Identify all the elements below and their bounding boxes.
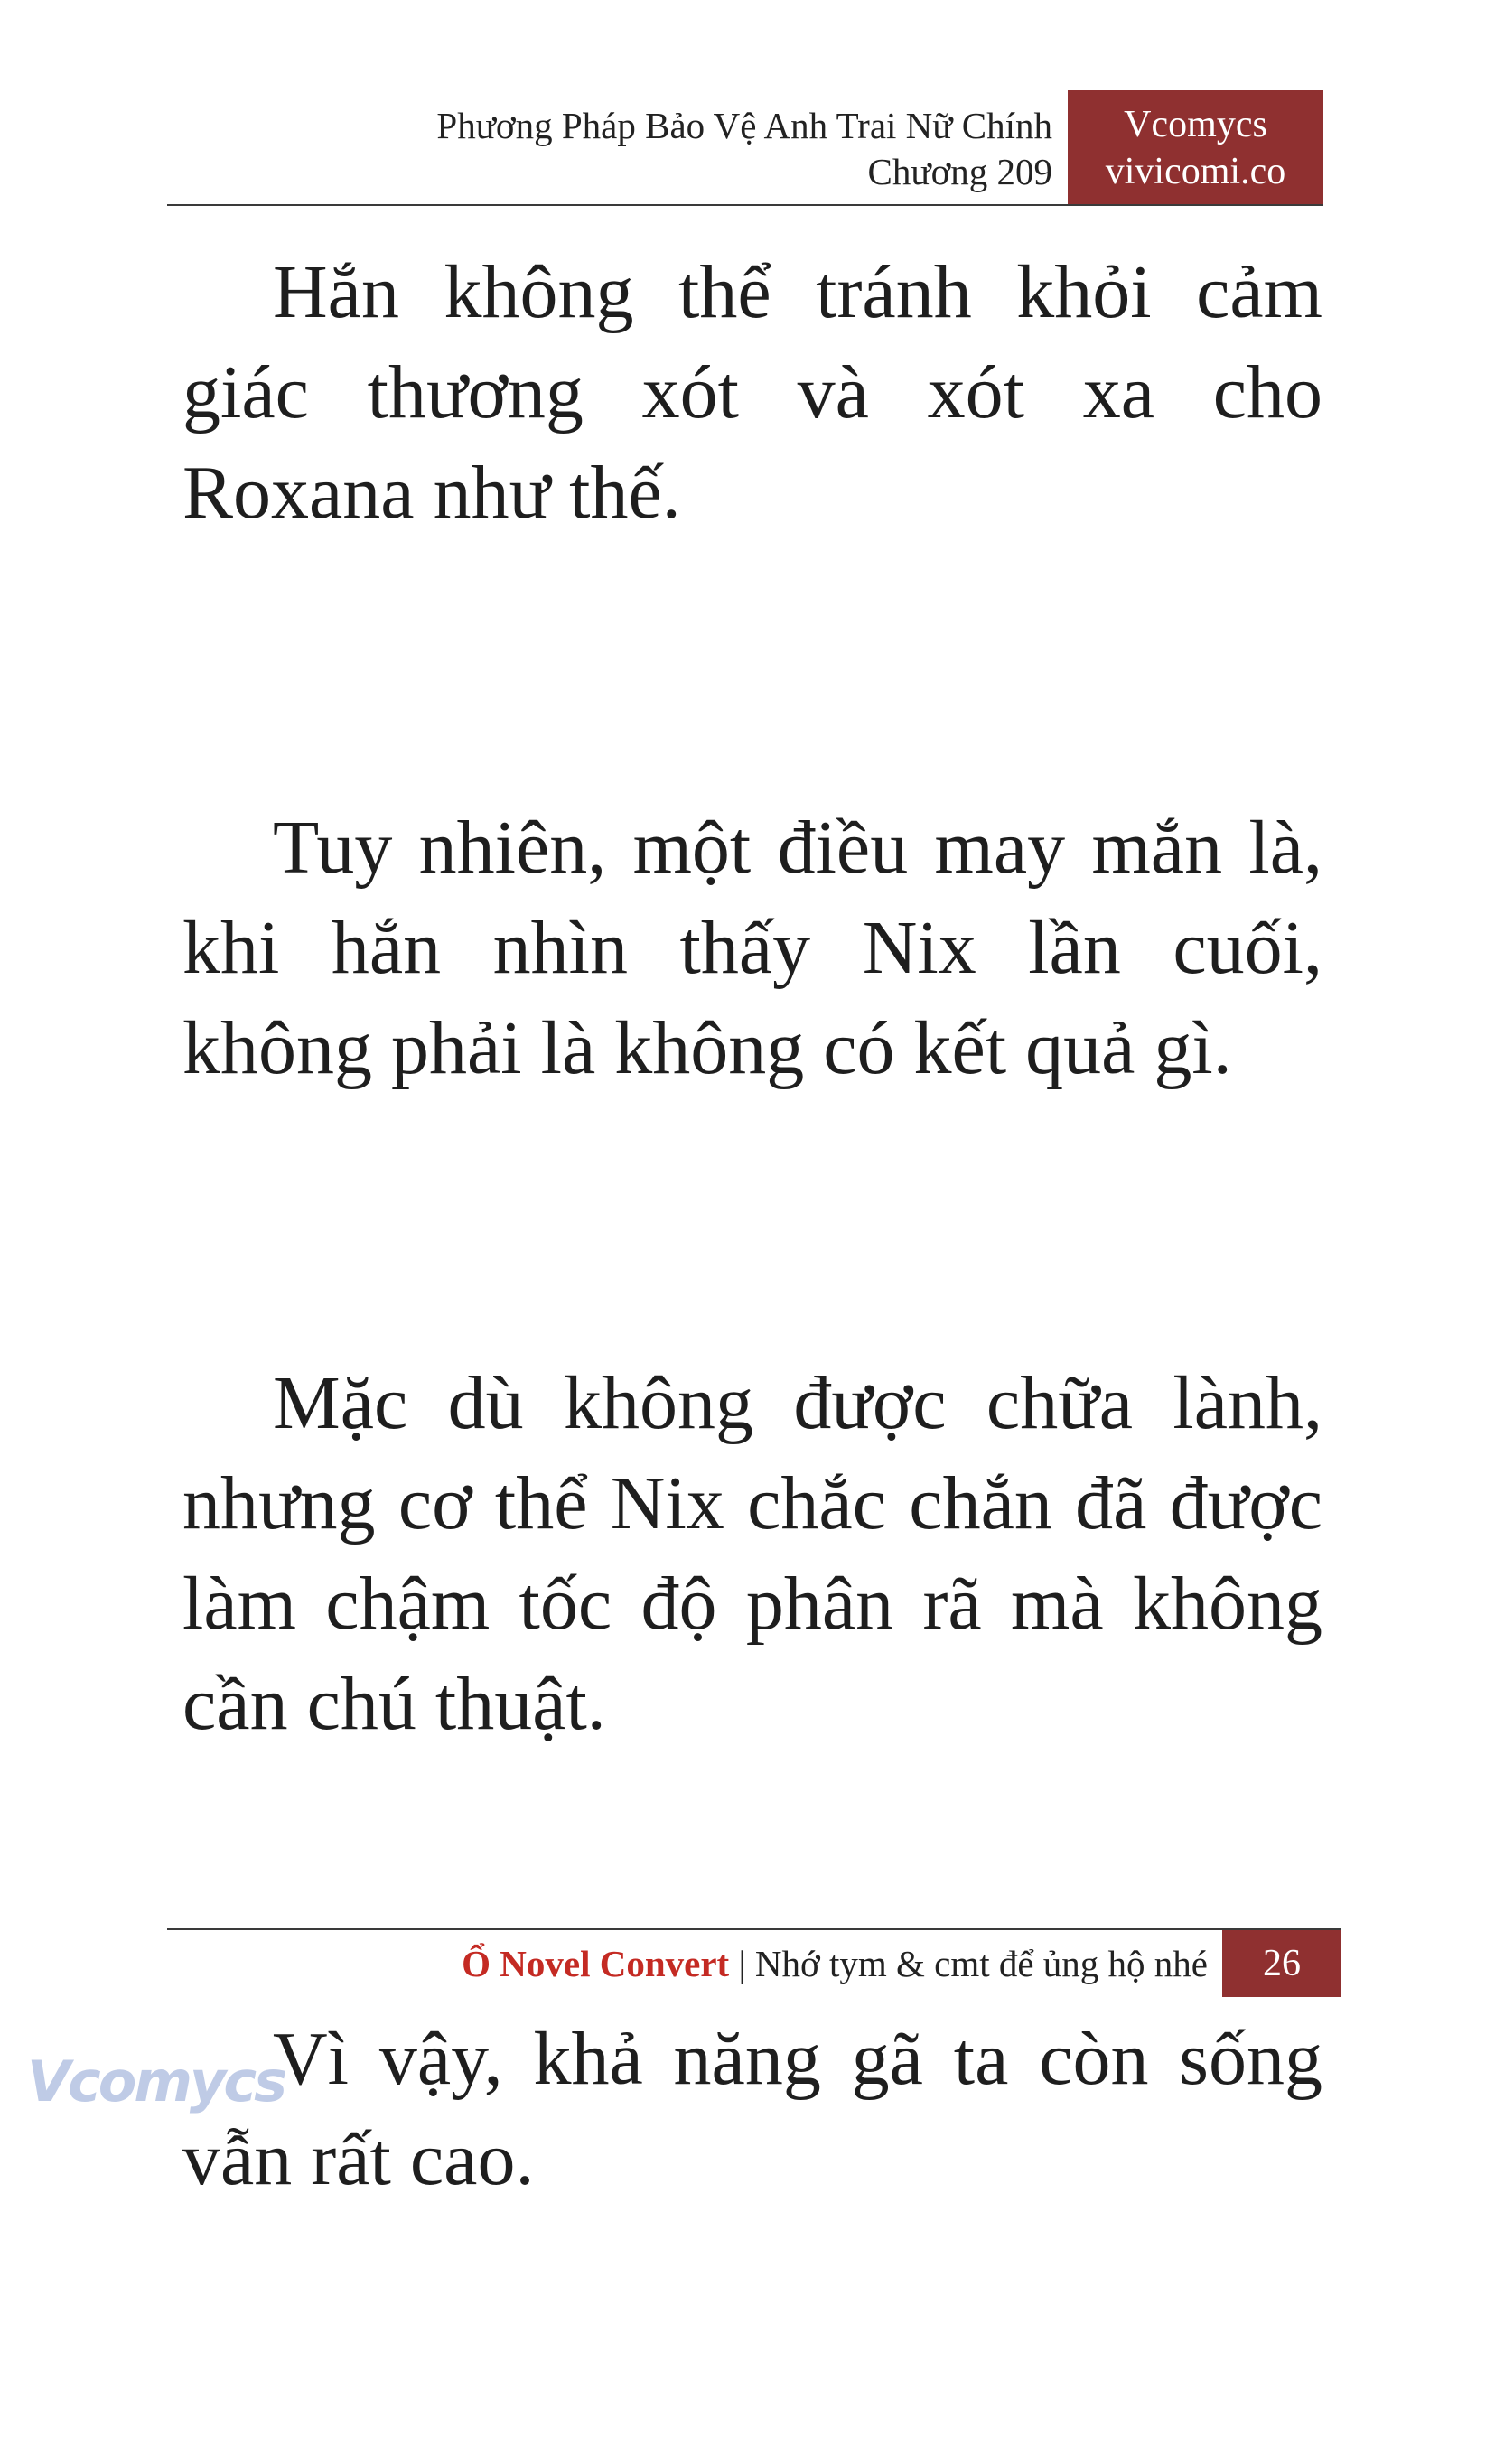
paragraph-1: Hắn không thể tránh khỏi cảm giác thương xót và xót xa cho Roxana như thế. [182, 250, 1322, 535]
watermark-logo: Vcomycs [27, 2049, 285, 2114]
paragraph-4: Vì vậy, khả năng gã ta còn sống vẫn rất cao. [182, 2017, 1322, 2201]
site-badge [1068, 90, 1323, 204]
page-header [167, 90, 1323, 206]
footer-separator: | [729, 1943, 755, 1984]
badge-url: vivicomi.co [1105, 151, 1286, 192]
header-text [436, 103, 1052, 195]
badge-name: Vcomycs [1124, 104, 1267, 145]
chapter-label: Chương 209 [867, 151, 1052, 192]
page-number: 26 [1222, 1930, 1341, 1997]
book-title: Phương Pháp Bảo Vệ Anh Trai Nữ Chính [436, 105, 1052, 146]
footer-note: Nhớ tym & cmt để ủng hộ nhé [754, 1943, 1208, 1984]
page-footer [167, 1928, 1341, 1997]
paragraph-2: Tuy nhiên, một điều may mắn là, khi hắn nhìn thấy Nix lần cuối, không phải là không có kết quả gì. [182, 806, 1322, 1090]
footer-brand: Ổ Novel Convert [462, 1943, 730, 1984]
paragraph-3: Mặc dù không được chữa lành, nhưng cơ thể Nix chắc chắn đã được làm chậm tốc độ phân rã mà không cần chú thuật. [182, 1361, 1322, 1746]
page-content [182, 242, 1322, 2464]
footer-text [462, 1941, 1208, 1986]
